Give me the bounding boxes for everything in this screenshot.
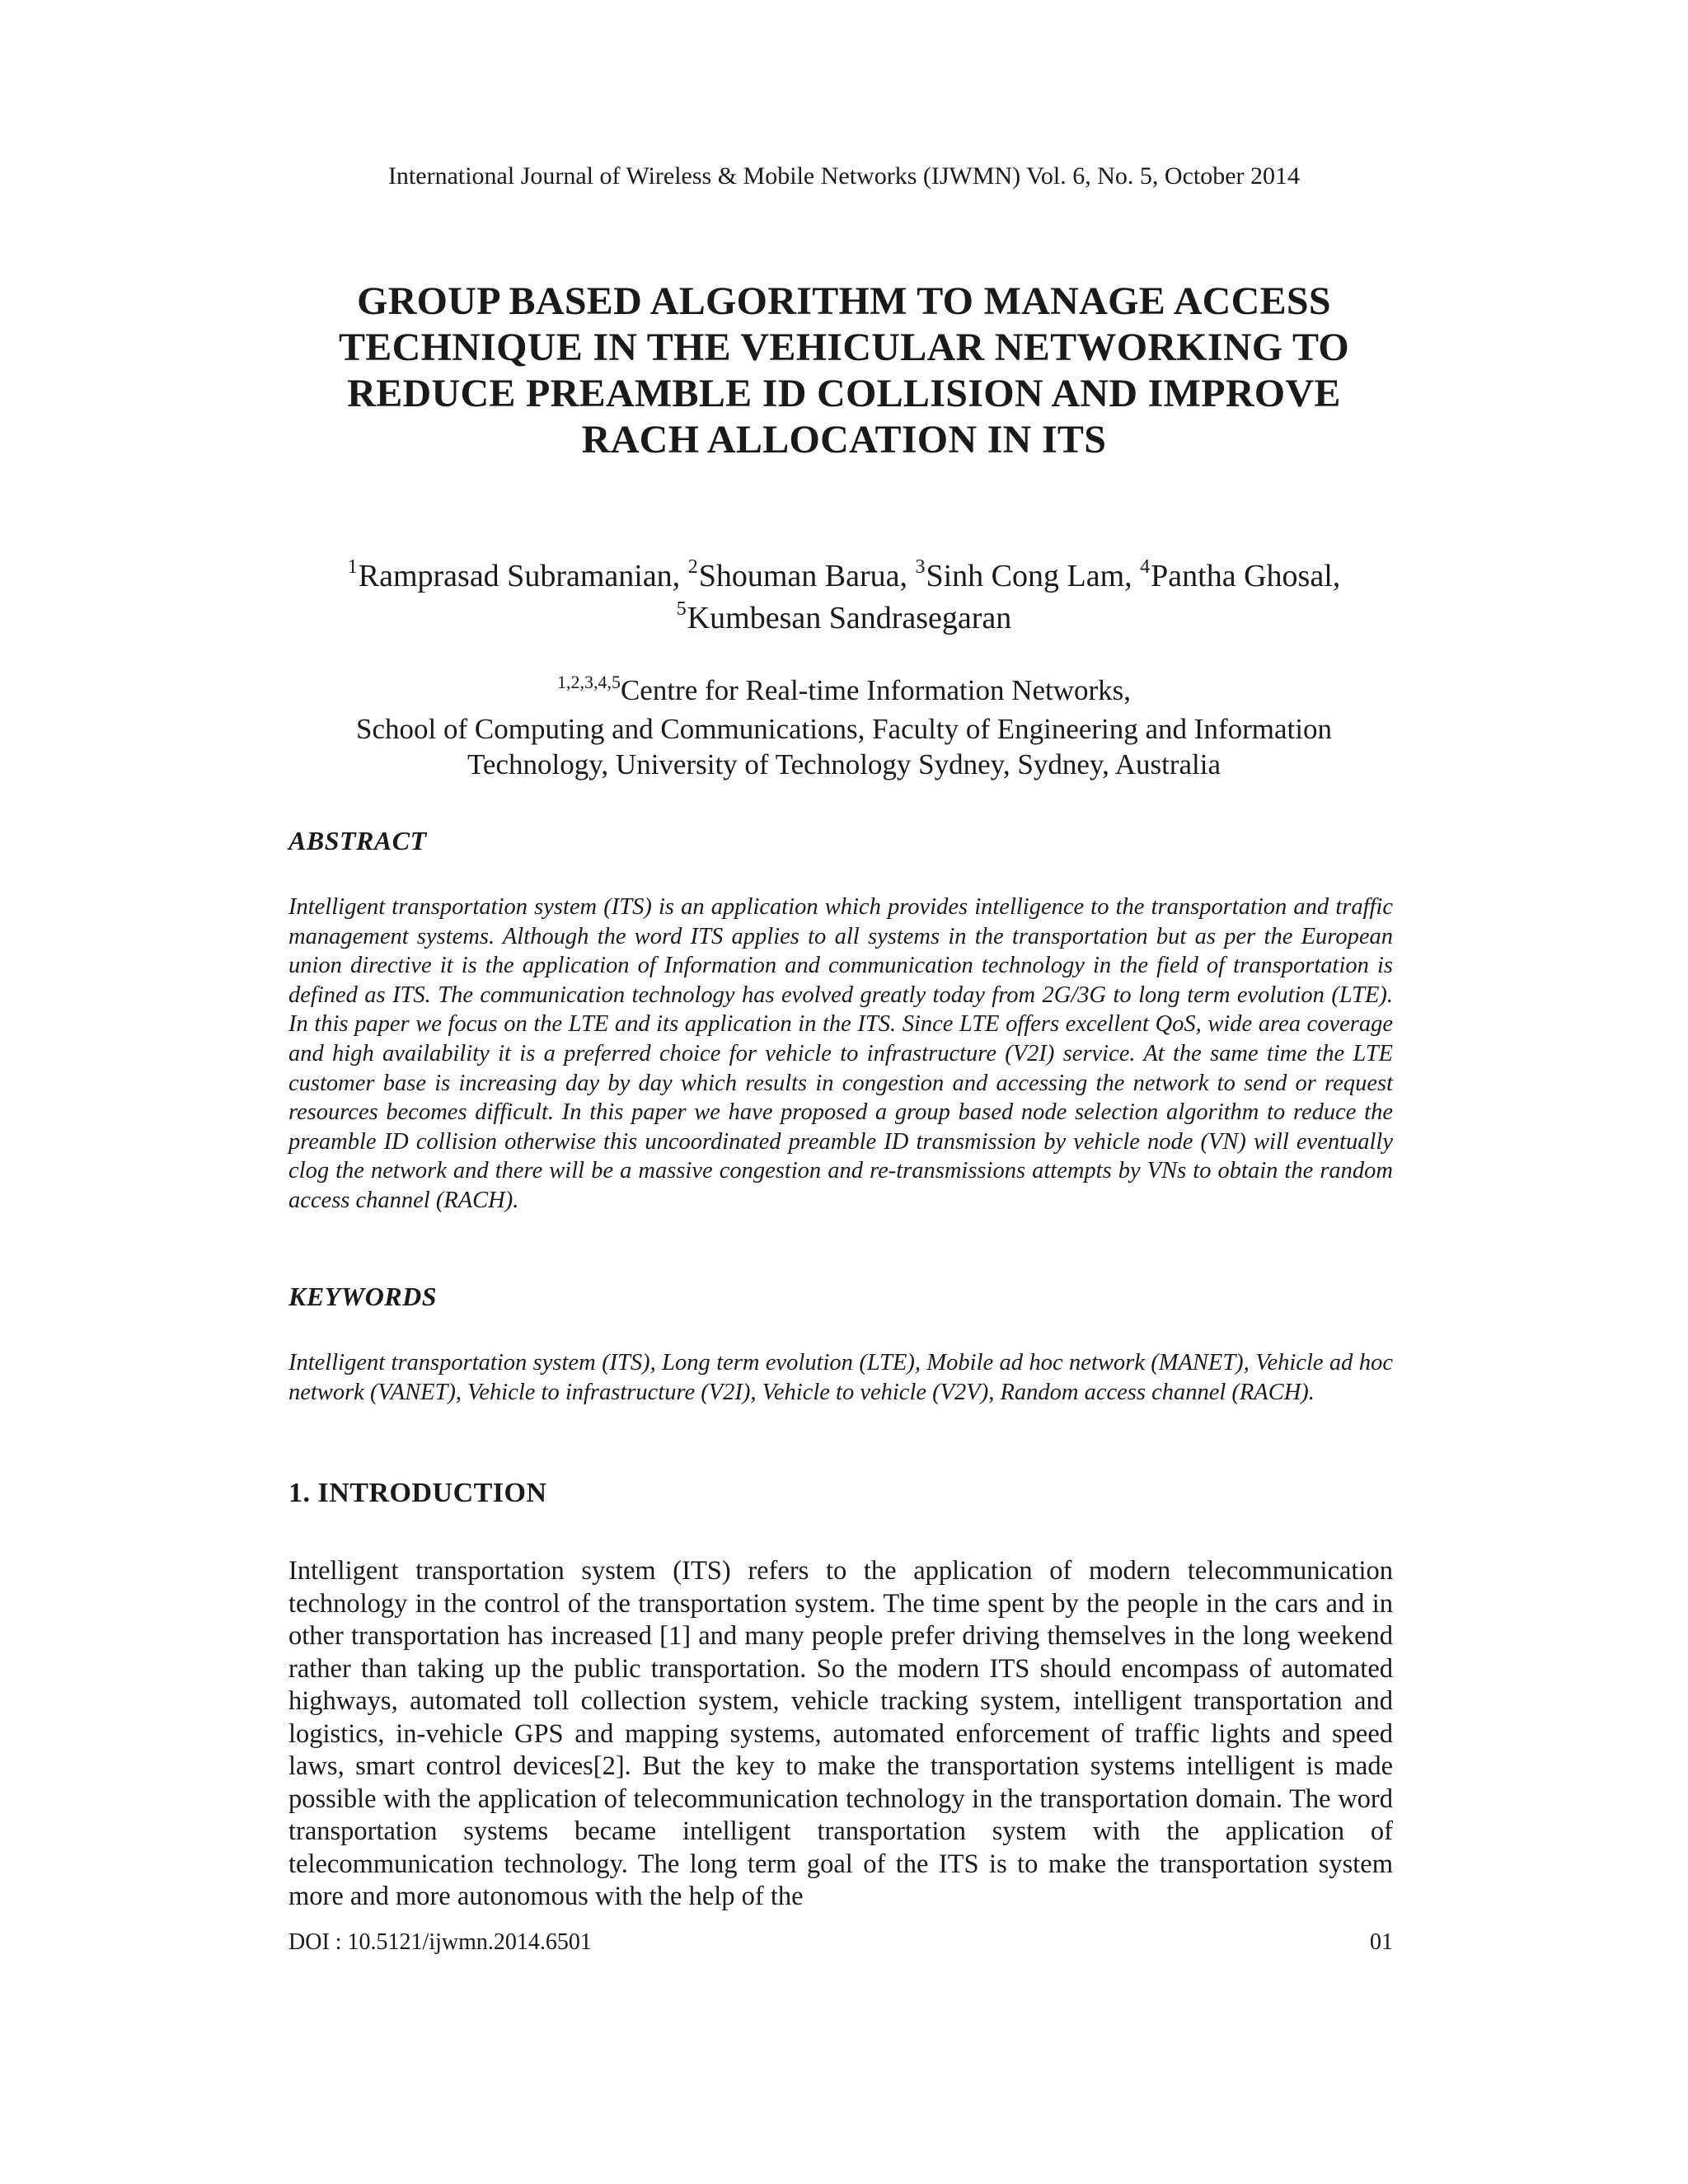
- author: $^5$Kumbesan Sandrasegaran: [676, 598, 1012, 635]
- author: $^4$Pantha Ghosal,: [1140, 556, 1341, 593]
- affiliation: [247, 673, 1441, 782]
- author-list: [247, 557, 1441, 641]
- affiliation-line-2: School of Computing and Communications, Faculty of Engineering and Information: [356, 713, 1332, 745]
- abstract-heading: ABSTRACT: [288, 826, 427, 855]
- abstract-text: Intelligent transportation system (ITS) is an application which provides intelligence to the transportation and traffic management systems. Although the word ITS applies to all systems in the transportation but as per the European union directive it is the application of Information and communication technology in the field of transportation is defined as ITS. The communication technology has evolved greatly today from 2G/3G to long term evolution (LTE). In this paper we focus on the LTE and its application in the ITS. Since LTE offers excellent QoS, wide area coverage and high availability it is a preferred choice for vehicle to infrastructure (V2I) service. At the same time the LTE customer base is increasing day by day which results in congestion and accessing the network to send or request resources becomes difficult. In this paper we have proposed a group based node selection algorithm to reduce the preamble ID collision otherwise this uncoordinated preamble ID transmission by vehicle node (VN) will eventually clog the network and there will be a massive congestion and re-transmissions attempts by VNs to obtain the random access channel (RACH).: [288, 894, 1393, 1213]
- page-number: 01: [1370, 1929, 1393, 1955]
- title-line: GROUP BASED ALGORITHM TO MANAGE ACCESS: [357, 279, 1331, 323]
- author-line-2: [247, 599, 1441, 641]
- introduction-text: Intelligent transportation system (ITS) refers to the application of modern telecommunication technology in the control of the transportation system. The time spent by the people in the cars and in other transportation has increased [1] and many people prefer driving themselves in the long weekend rather than taking up the public transportation. So the modern ITS should encompass of automated highways, automated toll collection system, vehicle tracking system, intelligent transportation and logistics, in-vehicle GPS and mapping systems, automated enforcement of traffic lights and speed laws, smart control devices[2]. But the key to make the transportation systems intelligent is made possible with the application of telecommunication technology in the transportation domain. The word transportation systems became intelligent transportation system with the application of telecommunication technology. The long term goal of the ITS is to make the transportation system more and more autonomous with the help of the: [288, 1556, 1393, 1911]
- author: $^1$Ramprasad Subramanian,: [347, 556, 681, 593]
- title-line: REDUCE PREAMBLE ID COLLISION AND IMPROVE: [347, 372, 1341, 415]
- author-line-1: [247, 557, 1441, 599]
- author: $^3$Sinh Cong Lam,: [915, 556, 1132, 593]
- affiliation-line-1: $^{1,2,3,4,5}$Centre for Real-time Information Networks,: [556, 672, 1132, 706]
- affiliation-line-3: Technology, University of Technology Sydney, Sydney, Australia: [467, 748, 1221, 780]
- author: $^2$Shouman Barua,: [687, 556, 907, 593]
- journal-header: International Journal of Wireless & Mobile Networks (IJWMN) Vol. 6, No. 5, October 2014: [387, 162, 1301, 190]
- introduction-heading: 1. INTRODUCTION: [288, 1478, 547, 1508]
- title-line: RACH ALLOCATION IN ITS: [581, 418, 1107, 462]
- title-line: TECHNIQUE IN THE VEHICULAR NETWORKING TO: [338, 326, 1350, 369]
- doi-footer: DOI : 10.5121/ijwmn.2014.6501: [288, 1929, 592, 1955]
- paper-title: [247, 279, 1441, 463]
- keywords-heading: KEYWORDS: [288, 1282, 438, 1311]
- keywords-text: Intelligent transportation system (ITS), Long term evolution (LTE), Mobile ad hoc network (MANET), Vehicle ad hoc network (VANET), Vehicle to infrastructure (V2I), Vehicle to vehicle (V2V), Random access channel (RACH).: [288, 1350, 1393, 1405]
